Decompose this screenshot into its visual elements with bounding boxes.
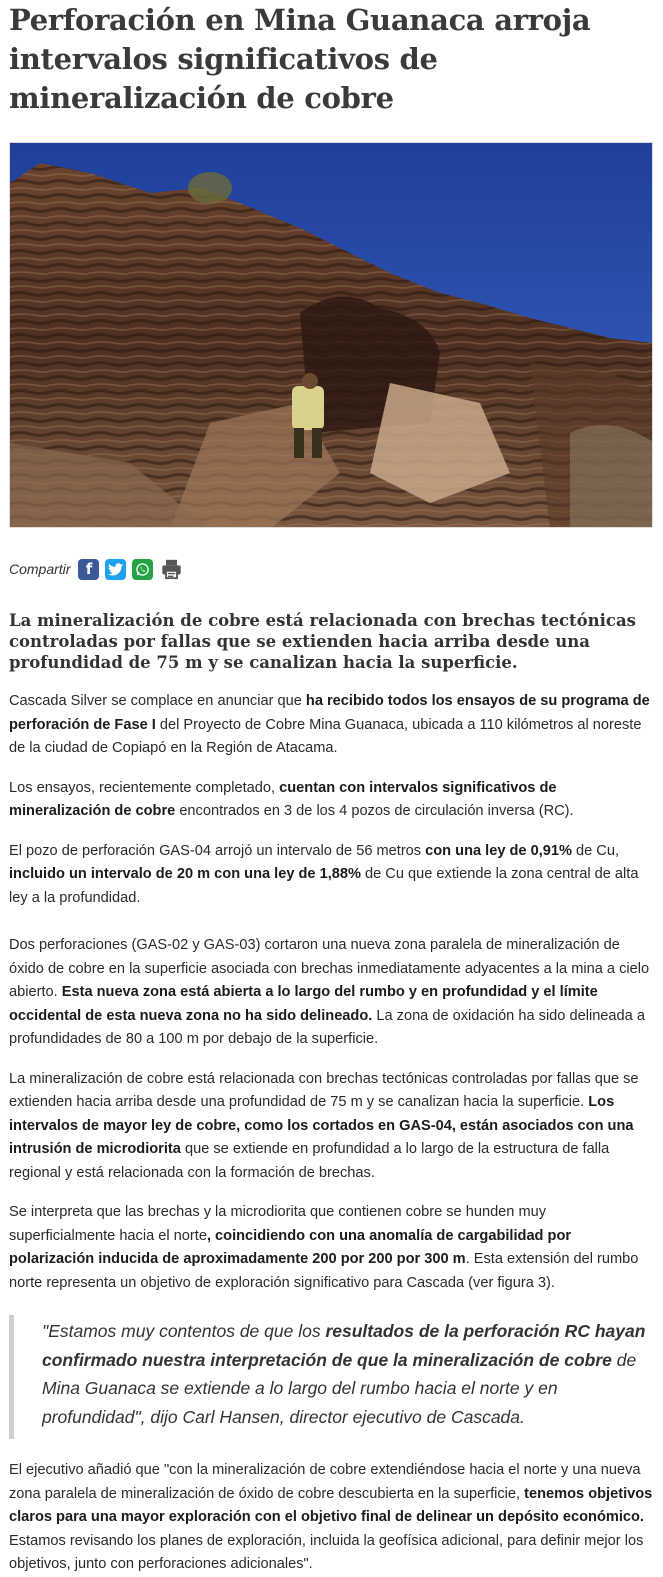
twitter-icon[interactable] [105,559,126,580]
facebook-icon[interactable]: f [78,559,99,580]
paragraph-5: La mineralización de cobre está relacionada con brechas tectónicas controladas por fallas que se extienden hacia arriba desde una profundidad de 75 m y se canalizan hacia la superficie. Los intervalos de mayor ley de cobre, como los cortados en GAS-04, están asociados con una intrusión de microdiorita que se extiende en profundidad a lo largo de la estructura de falla regional y está relacionada con la formación de brechas. [9,1070,639,1181]
blockquote: "Estamos muy contentos de que los resultados de la perforación RC hayan confirmado nuestra interpretación de que la mineralización de cobre de Mina Guanaca se extiende a lo largo del rumbo hacia el norte y en profundidad", dijo Carl Hansen, director ejecutivo de Cascada. [9,1315,654,1439]
rock-outcrop-photo [10,143,653,528]
paragraph-4: Dos perforaciones (GAS-02 y GAS-03) cortaron una nueva zona paralela de mineralización de óxido de cobre en la superficie asociada con brechas inmediatamente adyacentes a la mina a cielo abierto. Esta nueva zona está abierta a lo largo del rumbo y en profundidad y el límite occidental de esta nueva zona no ha sido delineado. La zona de oxidación ha sido delineada a profundidades de 80 a 100 m por debajo de la superficie. [9,937,650,1047]
paragraph-6: Se interpreta que las brechas y la microdiorita que contienen cobre se hunden muy superficialmente hacia el norte, coincidiendo con una anomalía de cargabilidad por polarización inducida de aproximadamente 200 por 200 por 300 m. Esta extensión del rumbo norte representa un objetivo de exploración significativo para Cascada (ver figura 3). [9,1204,639,1291]
paragraph-3: El pozo de perforación GAS-04 arrojó un intervalo de 56 metros con una ley de 0,91% de Cu, incluido un intervalo de 20 m con una ley de 1,88% de Cu que extiende la zona central de alta ley a la profundidad. [9,842,639,906]
share-label: Compartir [9,561,71,577]
print-icon[interactable] [159,559,183,580]
paragraph-1: Cascada Silver se complace en anunciar que ha recibido todos los ensayos de su programa de perforación de Fase I del Proyecto de Cobre Mina Guanaca, ubicada a 110 kilómetros al noreste de la ciudad de Copiapó en la Región de Atacama. [9,693,650,756]
whatsapp-icon[interactable] [132,559,153,580]
article-photo [9,142,653,528]
share-bar [9,556,654,582]
article-lead: La mineralización de cobre está relacionada con brechas tectónicas controladas por fallas que se extienden hacia arriba desde una profundidad de 75 m y se canalizan hacia la superficie. [9,611,636,672]
article-title: Perforación en Mina Guanaca arroja intervalos significativos de mineralización de cobre [9,3,591,115]
paragraph-2: Los ensayos, recientemente completado, cuentan con intervalos significativos de mineralización de cobre encontrados en 3 de los 4 pozos de circulación inversa (RC). [9,779,574,819]
paragraph-7: El ejecutivo añadió que "con la mineralización de cobre extendiéndose hacia el norte y una nueva zona paralela de mineralización de óxido de cobre descubierta en la superficie, tenemos objetivos claros para una mayor exploración con el objetivo final de delinear un depósito económico. Estamos revisando los planes de exploración, incluida la geofísica adicional, para definir mejor los objetivos, junto con perforaciones adicionales". [9,1462,653,1572]
